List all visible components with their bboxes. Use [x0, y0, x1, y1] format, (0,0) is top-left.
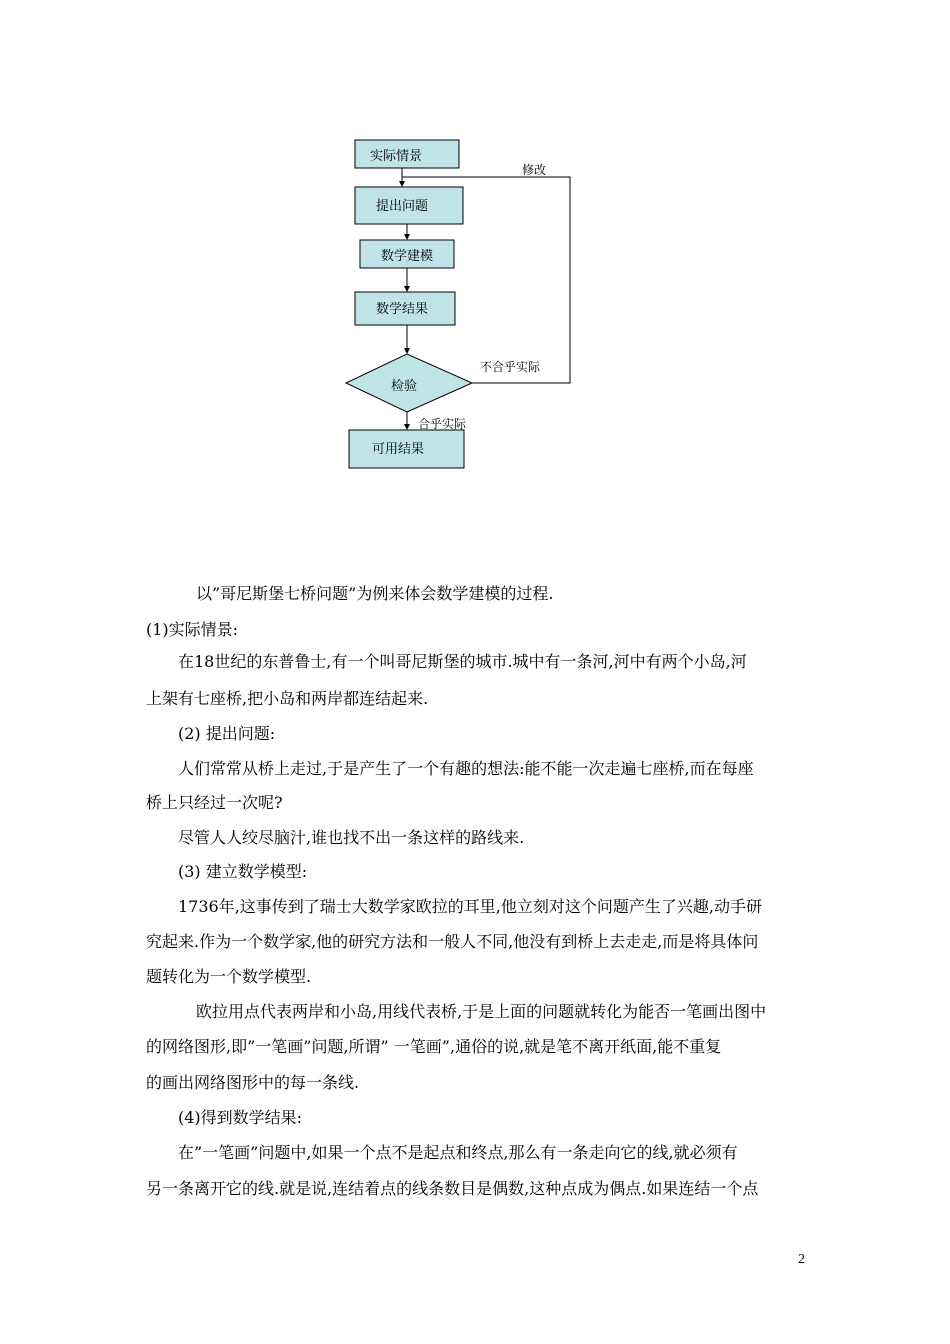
label-not-fit: 不合乎实际 — [480, 360, 541, 374]
section3-title: (3) 建立数学模型: — [178, 862, 308, 881]
node-situation-label: 实际情景 — [370, 149, 423, 164]
node-modeling — [360, 240, 454, 268]
intro-text: 以”哥尼斯堡七桥问题”为例来体会数学建模的过程. — [196, 584, 554, 603]
label-modify: 修改 — [522, 163, 547, 177]
node-check-label: 检验 — [391, 379, 418, 394]
section3-line6: 的画出网络图形中的每一条线. — [146, 1073, 360, 1092]
node-check — [346, 354, 472, 412]
node-modeling-label: 数学建模 — [381, 249, 434, 264]
label-fit: 合乎实际 — [418, 417, 467, 431]
section1-line2: 上架有七座桥,把小岛和两岸都连结起来. — [146, 689, 429, 708]
node-result — [355, 292, 455, 325]
section1-title: (1)实际情景: — [146, 620, 239, 639]
section3-line5: 的网络图形,即”一笔画”问题,所谓” 一笔画”,通俗的说,就是笔不离开纸面,能不重复 — [146, 1037, 722, 1056]
page-number: 2 — [798, 1252, 805, 1267]
node-usable-label: 可用结果 — [372, 442, 425, 457]
section1-line1: 在18世纪的东普鲁士,有一个叫哥尼斯堡的城市.城中有一条河,河中有两个小岛,河 — [178, 652, 747, 671]
section3-line4: 欧拉用点代表两岸和小岛,用线代表桥,于是上面的问题就转化为能否一笔画出图中 — [196, 1002, 767, 1021]
modeling-flowchart — [0, 0, 950, 520]
node-result-label: 数学结果 — [376, 302, 429, 317]
section3-line1: 1736年,这事传到了瑞士大数学家欧拉的耳里,他立刻对这个问题产生了兴趣,动手研 — [178, 897, 762, 916]
section4-title: (4)得到数学结果: — [178, 1108, 303, 1127]
node-question-label: 提出问题 — [376, 199, 429, 214]
node-situation — [355, 140, 459, 168]
section3-line3: 题转化为一个数学模型. — [146, 967, 312, 986]
section2-line3: 尽管人人绞尽脑汁,谁也找不出一条这样的路线来. — [178, 828, 525, 847]
section4-line2: 另一条离开它的线.就是说,连结着点的线条数目是偶数,这种点成为偶点.如果连结一个点 — [146, 1179, 759, 1198]
section2-line1: 人们常常从桥上走过,于是产生了一个有趣的想法:能不能一次走遍七座桥,而在每座 — [178, 759, 754, 778]
section3-line2: 究起来.作为一个数学家,他的研究方法和一般人不同,他没有到桥上去走走,而是将具体问 — [146, 932, 759, 951]
section2-title: (2) 提出问题: — [178, 724, 276, 743]
node-usable — [349, 430, 464, 468]
section2-line2: 桥上只经过一次呢? — [146, 793, 283, 812]
section4-line1: 在”一笔画”问题中,如果一个点不是起点和终点,那么有一条走向它的线,就必须有 — [178, 1143, 738, 1162]
node-question — [355, 187, 463, 224]
